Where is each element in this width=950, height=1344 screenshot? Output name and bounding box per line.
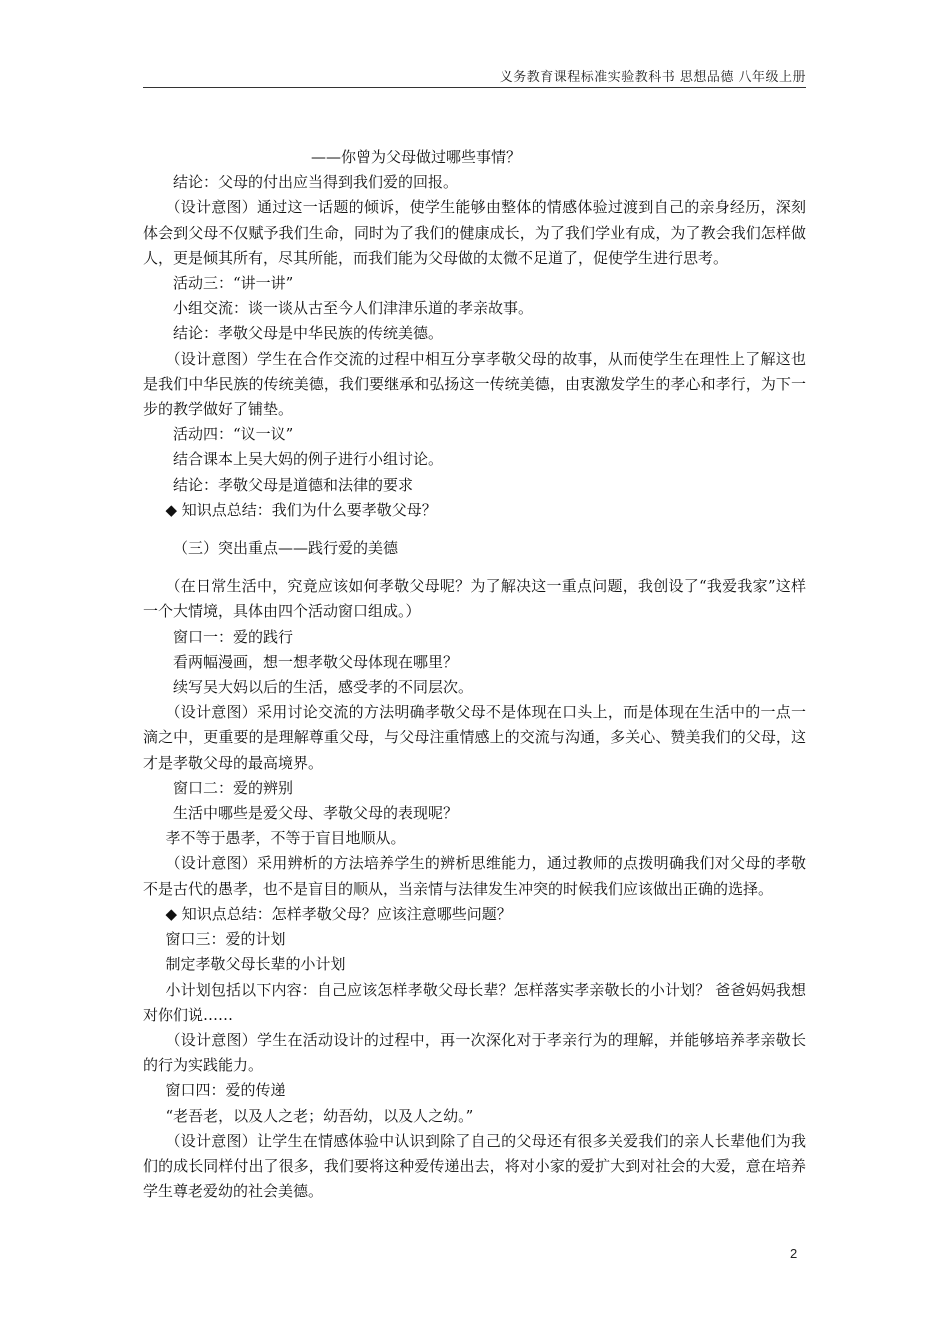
window-heading: 窗口一：爱的践行 <box>173 627 294 646</box>
body-paragraph: 看两幅漫画，想一想孝敬父母体现在哪里？ <box>173 652 459 671</box>
design-intent-paragraph: （设计意图）学生在合作交流的过程中相互分享孝敬父母的故事，从而使学生在理性上了解这也是我们中华民族的传统美德，我们要继承和弘扬这一传统美德，由衷激发学生的孝心和孝行，为下一步的教学做好了铺垫。 <box>143 349 806 419</box>
section-spacer <box>143 523 806 536</box>
page-number: 2 <box>790 1246 798 1261</box>
running-header: 义务教育课程标准实验教科书 思想品德 八年级上册 <box>499 70 806 85</box>
section-heading: （三）突出重点——践行爱的美德 <box>173 539 399 558</box>
subtitle-question: ——你曾为父母做过哪些事情？ <box>311 148 522 166</box>
knowledge-summary: ◆ 知识点总结：我们为什么要孝敬父母？ <box>165 500 437 519</box>
header-rule <box>143 87 806 88</box>
activity-heading: 活动三：“讲一讲” <box>173 274 294 293</box>
body-paragraph: 制定孝敬父母长辈的小计划 <box>165 955 346 974</box>
design-intent-paragraph: （设计意图）通过这一话题的倾诉，使学生能够由整体的情感体验过渡到自己的亲身经历，深刻体会到父母不仅赋予我们生命，同时为了我们的健康成长，为了我们学业有成，为了教会我们怎样做人，更是倾其所有，尽其所能，而我们能为父母做的太微不足道了，促使学生进行思考。 <box>143 198 806 267</box>
body-paragraph: 小组交流：谈一谈从古至今人们津津乐道的孝亲故事。 <box>173 299 534 318</box>
body-paragraph: 孝不等于愚孝，不等于盲目地顺从。 <box>165 829 406 848</box>
section-spacer <box>143 561 806 574</box>
body-paragraph: 小计划包括以下内容：自己应该怎样孝敬父母长辈？怎样落实孝亲敬长的小计划？ 爸爸妈妈我想对你们说…… <box>143 980 806 1024</box>
conclusion-paragraph: 结论：父母的付出应当得到我们爱的回报。 <box>173 173 459 192</box>
knowledge-summary: ◆ 知识点总结：怎样孝敬父母？应该注意哪些问题？ <box>165 904 512 923</box>
conclusion-paragraph: 结论：孝敬父母是中华民族的传统美德。 <box>173 324 444 343</box>
conclusion-paragraph: 结论：孝敬父母是道德和法律的要求 <box>173 475 414 494</box>
quote-paragraph: “老吾老，以及人之老；幼吾幼，以及人之幼。” <box>165 1106 474 1125</box>
activity-heading: 活动四：“议一议” <box>173 425 294 444</box>
design-intent-paragraph: （设计意图）让学生在情感体验中认识到除了自己的父母还有很多关爱我们的亲人长辈他们为我们的成长同样付出了很多，我们要将这种爱传递出去，将对小家的爱扩大到对社会的大爱，意在培养学生尊老爱幼的社会美德。 <box>143 1131 806 1201</box>
window-heading: 窗口三：爱的计划 <box>165 930 286 949</box>
design-intent-paragraph: （设计意图）学生在活动设计的过程中，再一次深化对于孝亲行为的理解，并能够培养孝亲敬长的行为实践能力。 <box>143 1030 806 1075</box>
body-paragraph: 生活中哪些是爱父母、孝敬父母的表现呢？ <box>173 804 459 823</box>
window-heading: 窗口二：爱的辨别 <box>173 778 294 797</box>
design-intent-paragraph: （设计意图）采用讨论交流的方法明确孝敬父母不是体现在口头上，而是体现在生活中的一点一滴之中，更重要的是理解尊重父母，与父母注重情感上的交流与沟通，多关心、赞美我们的父母，这才是孝敬父母的最高境界。 <box>143 703 806 772</box>
body-paragraph: （在日常生活中，究竟应该如何孝敬父母呢？为了解决这一重点问题，我创设了“我爱我家”这样一个大情境，具体由四个活动窗口组成。） <box>143 577 806 621</box>
body-paragraph: 结合课本上吴大妈的例子进行小组讨论。 <box>173 450 444 469</box>
body-paragraph: 续写吴大妈以后的生活，感受孝的不同层次。 <box>173 678 474 697</box>
document-body <box>143 145 806 1204</box>
design-intent-paragraph: （设计意图）采用辨析的方法培养学生的辨析思维能力，通过教师的点拨明确我们对父母的孝敬不是古代的愚孝，也不是盲目的顺从，当亲情与法律发生冲突的时候我们应该做出正确的选择。 <box>143 854 806 898</box>
window-heading: 窗口四：爱的传递 <box>165 1081 286 1100</box>
